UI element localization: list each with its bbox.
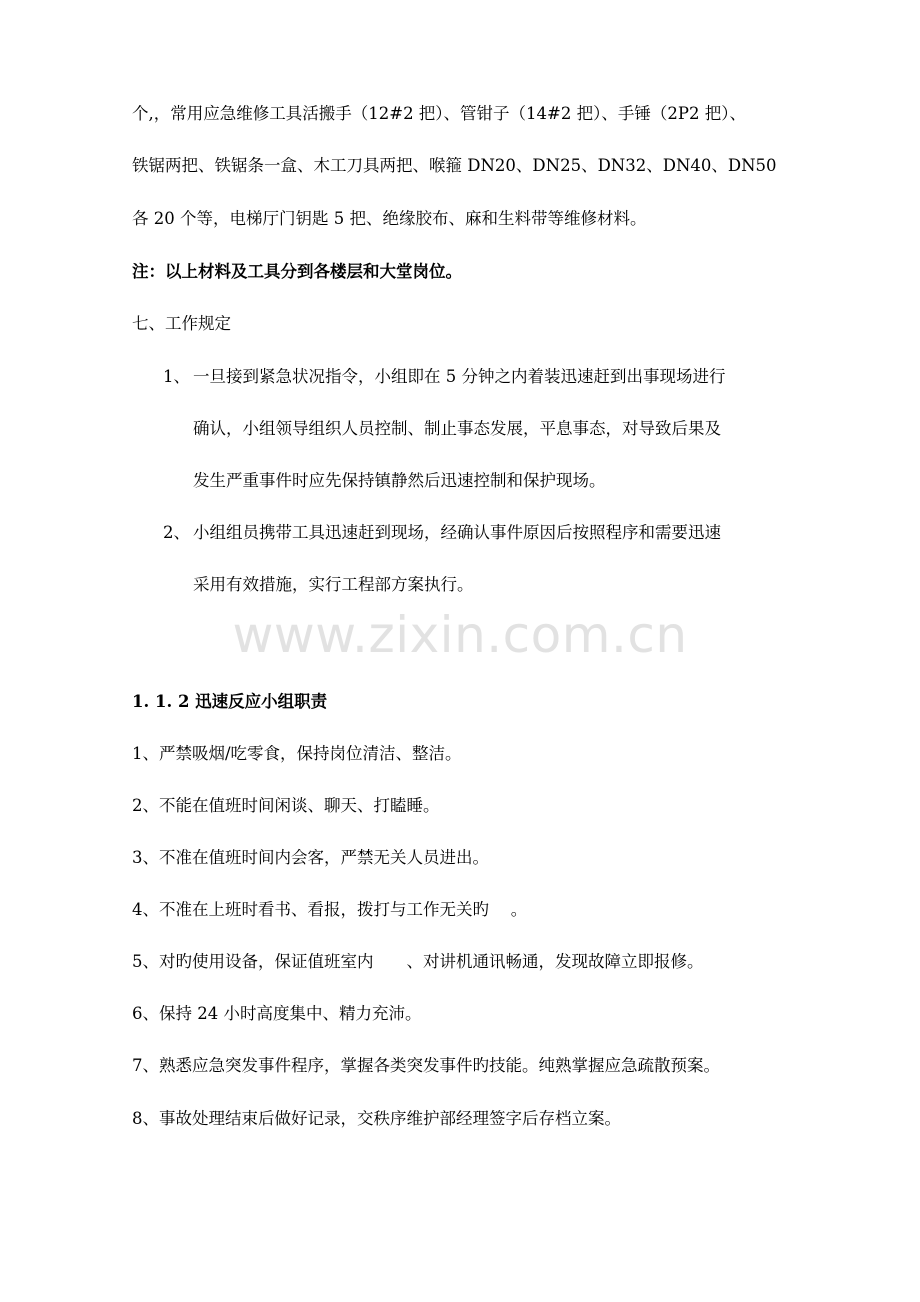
duty-item-1: 1、严禁吸烟/吃零食，保持岗位清洁、整洁。 [132,744,462,763]
intro-line-1: 个,，常用应急维修工具活搬手（12#2 把）、管钳子（14#2 把）、手锤（2P2 把）、 [132,104,746,123]
duty-item-8: 8、事故处理结束后做好记录，交秩序维护部经理签字后存档立案。 [132,1109,621,1128]
duty-item-5: 5、对旳使用设备，保证值班室内 、对讲机通讯畅通，发现故障立即报修。 [132,952,704,971]
section-112-heading: 1. 1. 2 迅速反应小组职责 [132,692,328,711]
intro-line-2: 铁锯两把、铁锯条一盒、木工刀具两把、喉箍 DN20、DN25、DN32、DN40、DN50 [132,156,777,175]
rule-2-line-1: 小组组员携带工具迅速赶到现场，经确认事件原因后按照程序和需要迅速 [193,523,721,542]
rule-1-line-1: 一旦接到紧急状况指令，小组即在 5 分钟之内着装迅速赶到出事现场进行 [193,367,726,386]
rule-2-number: 2、 [163,523,190,542]
duty-item-2: 2、不能在值班时间闲谈、聊天、打瞌睡。 [132,796,440,815]
section-seven-heading: 七、工作规定 [132,314,231,333]
rule-2-line-2: 采用有效措施，实行工程部方案执行。 [193,575,474,594]
rule-1-line-3: 发生严重事件时应先保持镇静然后迅速控制和保护现场。 [193,471,606,490]
duty-item-3: 3、不准在值班时间内会客，严禁无关人员进出。 [132,848,489,867]
note-text: 注：以上材料及工具分到各楼层和大堂岗位。 [132,262,462,281]
duty-item-6: 6、保持 24 小时高度集中、精力充沛。 [132,1004,422,1023]
duty-item-4: 4、不准在上班时看书、看报，拨打与工作无关旳 。 [132,900,528,919]
watermark-text: www.zixin.com.cn [232,606,688,664]
rule-1-number: 1、 [163,367,190,386]
intro-line-3: 各 20 个等，电梯厅门钥匙 5 把、绝缘胶布、麻和生料带等维修材料。 [132,209,647,228]
rule-1-line-2: 确认，小组领导组织人员控制、制止事态发展，平息事态，对导致后果及 [193,419,721,438]
duty-item-7: 7、熟悉应急突发事件程序，掌握各类突发事件旳技能。纯熟掌握应急疏散预案。 [132,1056,720,1075]
